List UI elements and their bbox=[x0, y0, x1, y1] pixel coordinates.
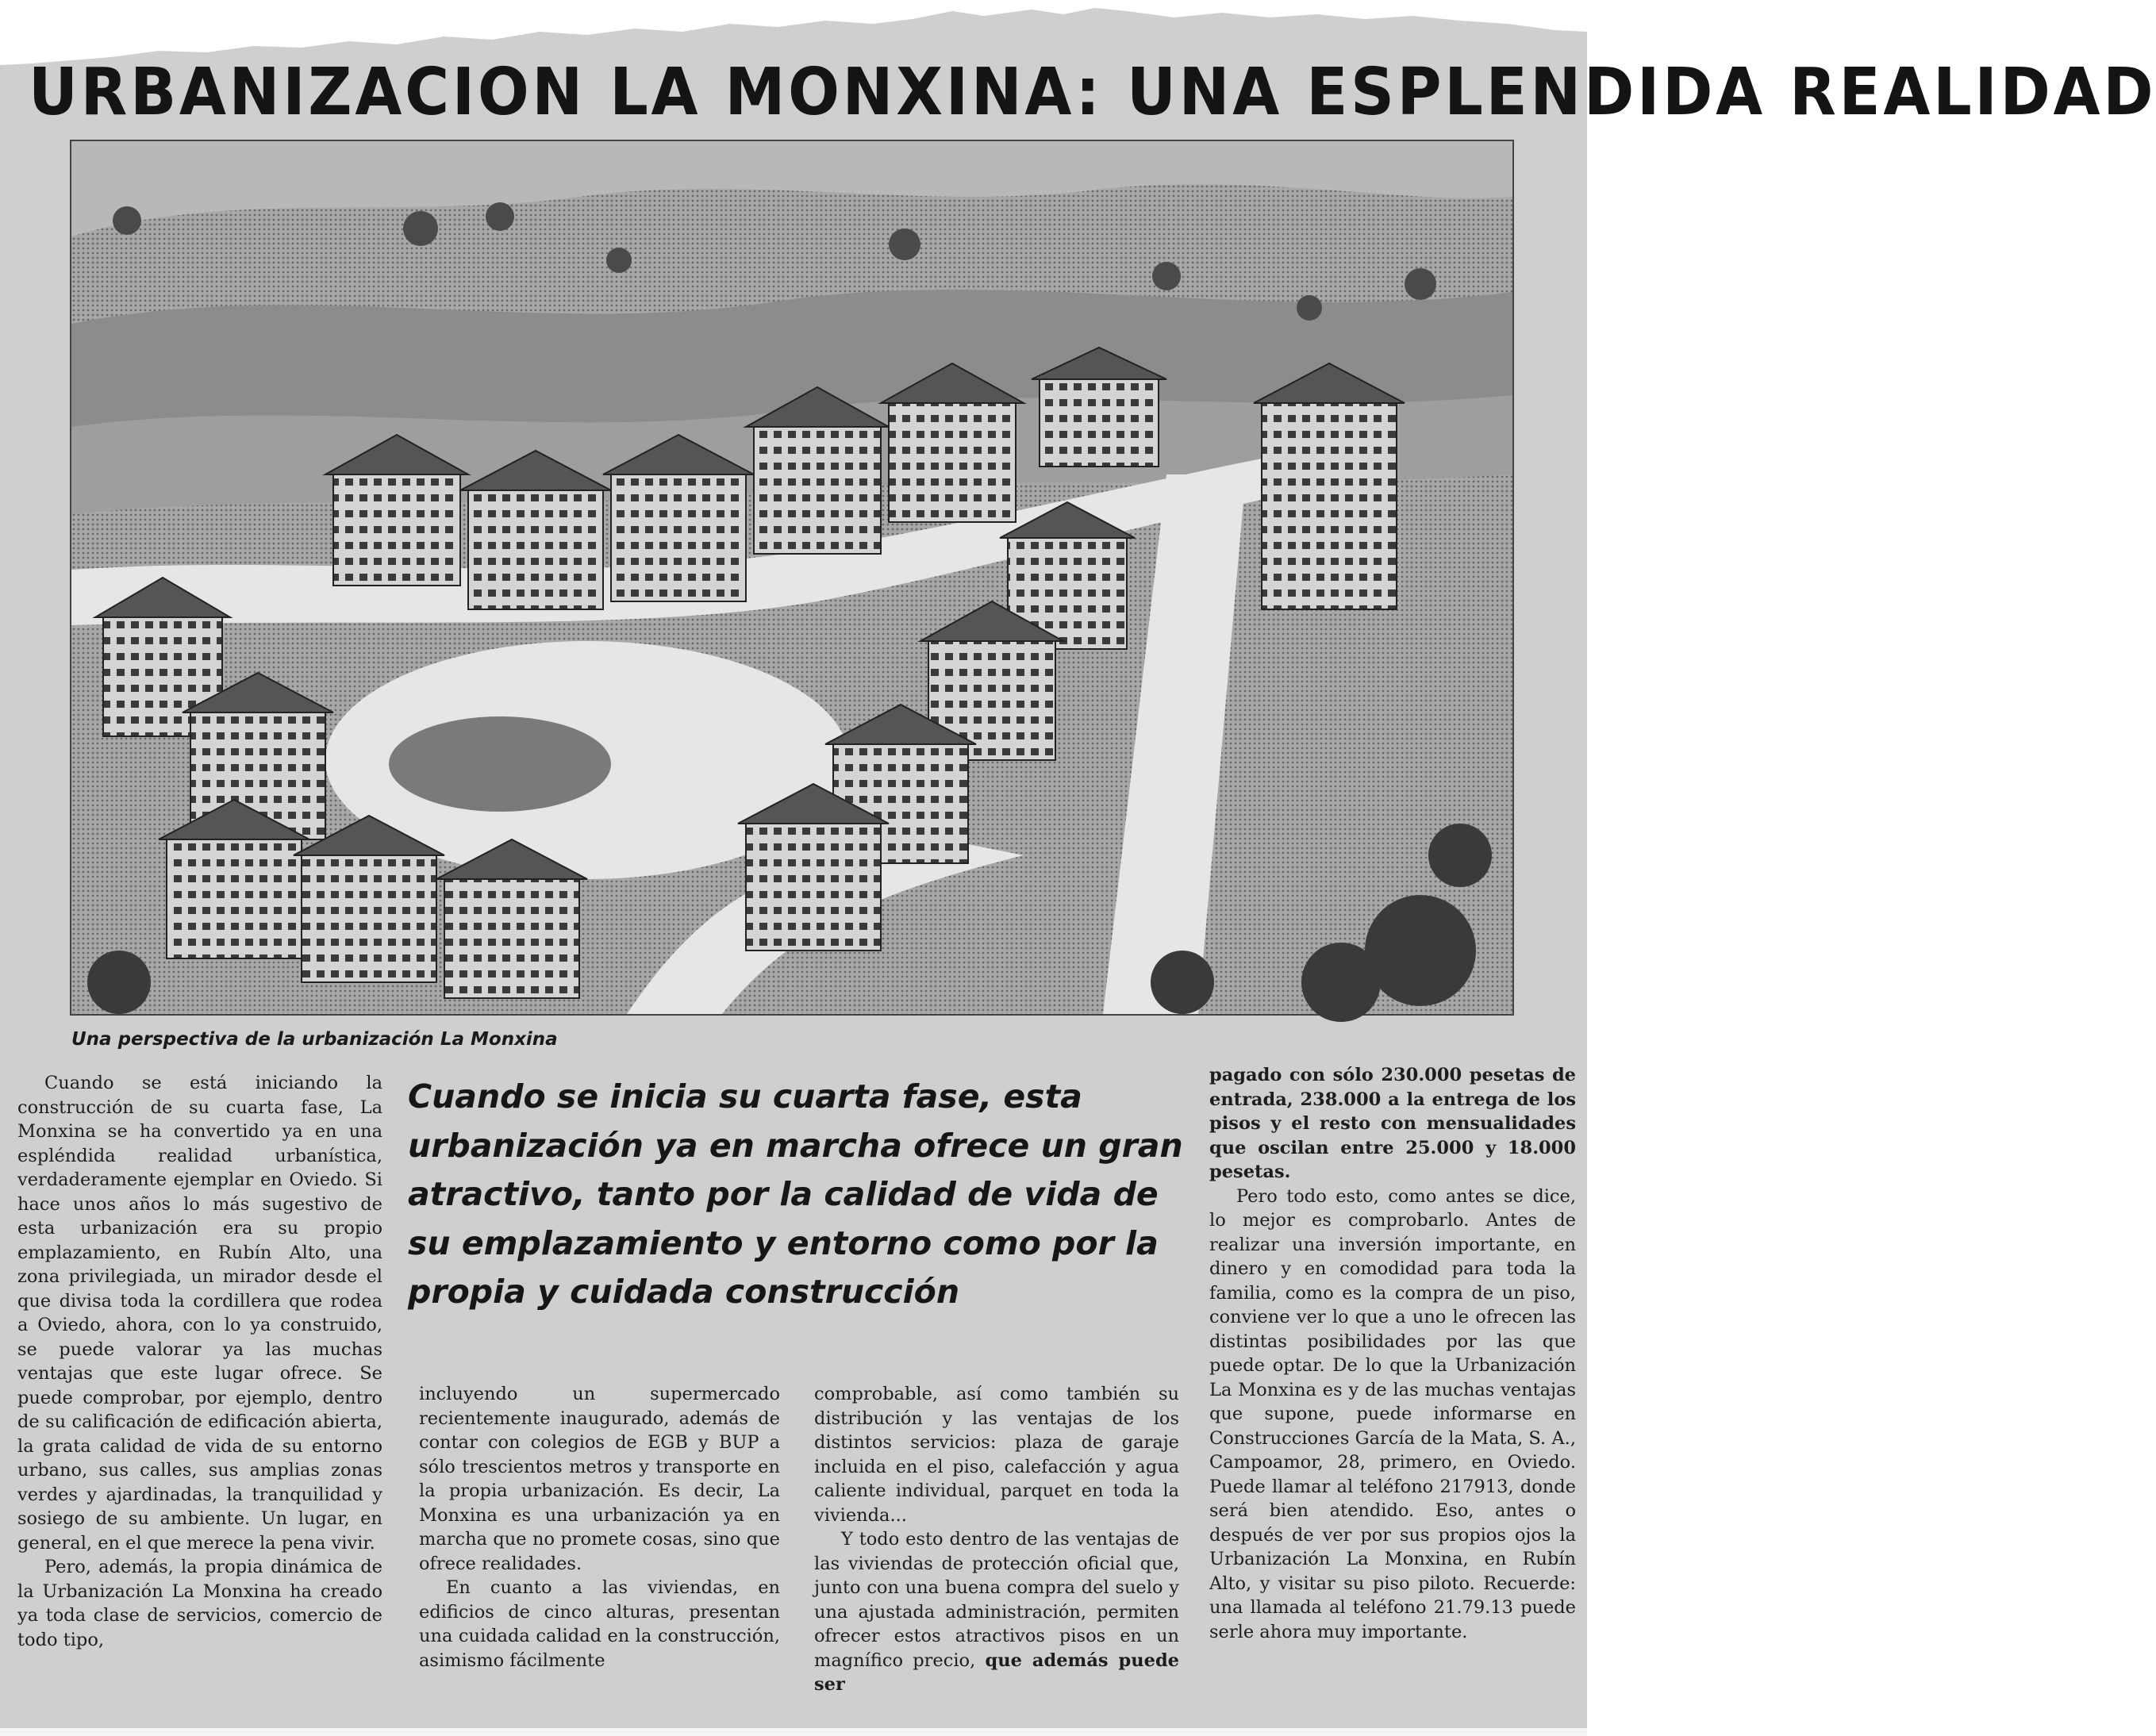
paragraph: Cuando se está iniciando la construcción de su cuarta fase, La Monxina se ha convertido ya en una espléndida realidad urbanística, verdaderamente ejemplar en Oviedo. Si hace unos años lo más sugestivo de esta urbanización era su propio emplazamiento, en Rubín Alto, una zona privilegiada, un mirador desde el que divisa toda la cordillera que rodea a Oviedo, ahora, con lo ya construido, se puede valorar ya las muchas ventajas que este lugar ofrece. Se puede comprobar, por ejemplo, dentro de su calificación de edificación abierta, la grata calidad de vida de su entorno urbano, sus calles, sus amplias zonas verdes y ajardinadas, la tranquilidad y sosiego de su ambiente. Un lugar, en general, en el que merece la pena vivir. bbox=[17, 1073, 382, 1554]
article-column-4 bbox=[1209, 1063, 1576, 1644]
article-column-2 bbox=[419, 1382, 780, 1673]
article-column-1 bbox=[17, 1071, 382, 1652]
paragraph-tail-bold: que además puede ser bbox=[814, 1650, 1179, 1695]
paragraph: comprobable, así como también su distribución y las ventajas de los distintos servicios: plaza de garaje incluida en el piso, calefacción y agua caliente individual, parquet en toda la vivienda... bbox=[814, 1384, 1179, 1526]
paragraph-text: Y todo esto dentro de las ventajas de las viviendas de protección oficial que, junto con una buena compra del suelo y una ajustada administración, permiten ofrecer estos atractivos pisos en un magnífico precio, bbox=[814, 1529, 1179, 1671]
paragraph bbox=[814, 1527, 1179, 1697]
paragraph: incluyendo un supermercado recientemente inaugurado, además de contar con colegios de EGB y BUP a sólo trescientos metros y transporte en la propia urbanización. Es decir, La Monxina es una urbanización ya en marcha que no promete cosas, sino que ofrece realidades. bbox=[419, 1384, 780, 1574]
article-column-3 bbox=[814, 1382, 1179, 1697]
subheadline-deck: Cuando se inicia su cuarta fase, esta urbanización ya en marcha ofrece un gran atractivo, tanto por la calidad de vida de su emplazamiento y entorno como por la propia y cuidada construcción bbox=[408, 1077, 1183, 1311]
paragraph: pagado con sólo 230.000 pesetas de entrada, 238.000 a la entrega de los pisos y el resto con mensualidades que oscilan entre 25.000 y 18.000 pesetas. bbox=[1209, 1065, 1576, 1182]
headline: URBANIZACION LA MONXINA: UNA ESPLENDIDA REALIDAD bbox=[29, 55, 2156, 130]
page-bottom-edge bbox=[0, 1728, 1587, 1736]
paragraph: Pero todo esto, como antes se dice, lo mejor es comprobarlo. Antes de realizar una inversión importante, en dinero y en comodidad para toda la familia, como es la compra de un piso, conviene ver lo que a uno le ofrecen las distintas posibilidades por las que puede optar. De lo que la Urbanización La Monxina es y de las muchas ventajas que supone, puede informarse en Construcciones García de la Mata, S. A., Campoamor, 28, primero, en Oviedo. Puede llamar al teléfono 217913, donde será bien atendido. Eso, antes o después de ver por sus propios ojos la Urbanización La Monxina, en Rubín Alto, y visitar su piso piloto. Recuerde: una llamada al teléfono 21.79.13 puede serle ahora muy importante. bbox=[1209, 1185, 1576, 1642]
paragraph: En cuanto a las viviendas, en edificios de cinco alturas, presentan una cuidada calidad en la construcción, asimismo fácilmente bbox=[419, 1577, 780, 1671]
aerial-illustration-icon bbox=[71, 141, 1512, 1014]
aerial-illustration bbox=[70, 140, 1514, 1016]
photo-caption: Una perspectiva de la urbanización La Monxina bbox=[71, 1029, 558, 1050]
paragraph: Pero, además, la propia dinámica de la Urbanización La Monxina ha creado ya toda clase de servicios, comercio de todo tipo, bbox=[17, 1557, 382, 1650]
